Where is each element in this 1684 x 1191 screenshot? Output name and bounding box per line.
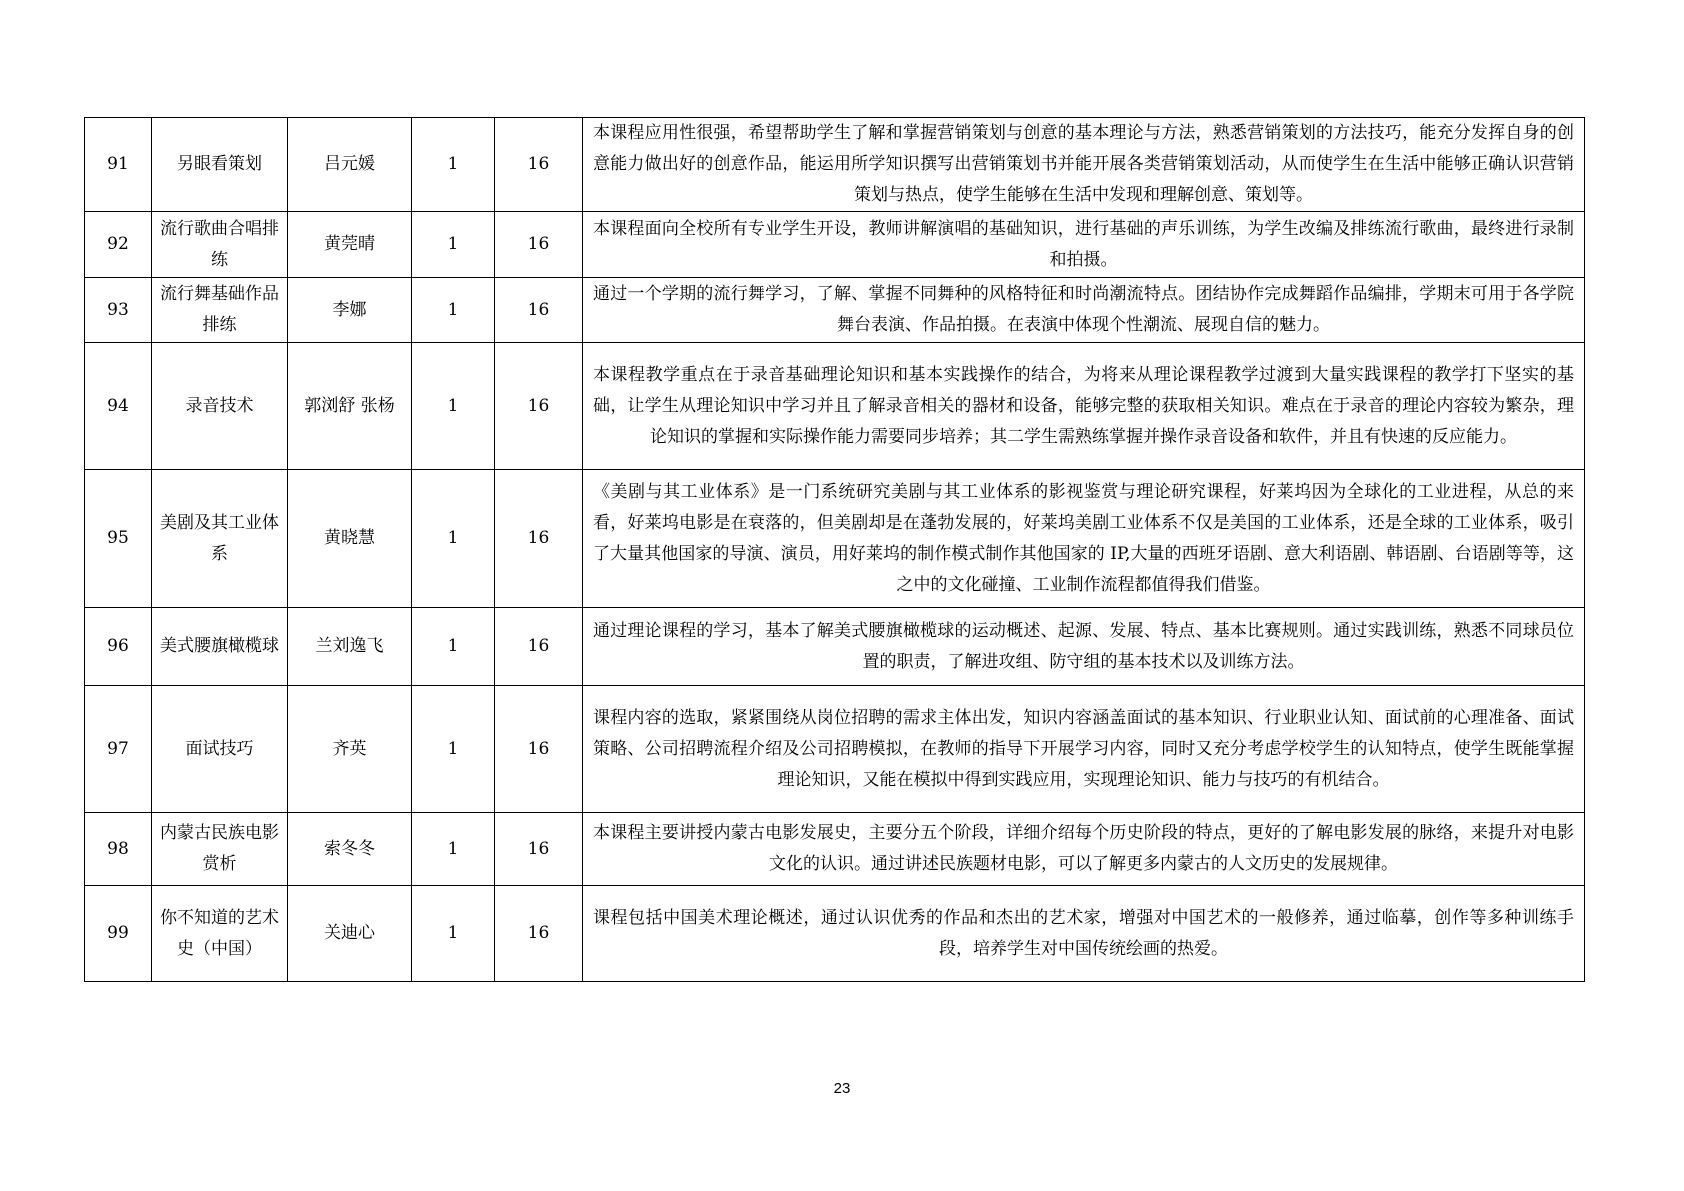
course-name: 录音技术	[152, 343, 288, 470]
course-description: 本课程教学重点在于录音基础理论知识和基本实践操作的结合，为将来从理论课程教学过渡到大量实践课程的教学打下坚实的基础，让学生从理论知识中学习并且了解录音相关的器材和设备，能够完整的获取相关知识。难点在于录音的理论内容较为繁杂，理论知识的掌握和实际操作能力需要同步培养；其二学生需熟练掌握并操作录音设备和软件，并且有快速的反应能力。	[583, 343, 1585, 470]
course-hours: 16	[495, 278, 583, 343]
course-hours: 16	[495, 813, 583, 886]
course-hours: 16	[495, 212, 583, 278]
course-number: 98	[85, 813, 152, 886]
course-hours: 16	[495, 686, 583, 813]
course-teacher: 齐英	[288, 686, 412, 813]
course-teacher: 李娜	[288, 278, 412, 343]
table-row	[85, 686, 1585, 813]
course-description: 本课程应用性很强，希望帮助学生了解和掌握营销策划与创意的基本理论与方法，熟悉营销策划的方法技巧，能充分发挥自身的创意能力做出好的创意作品，能运用所学知识撰写出营销策划书并能开展各类营销策划活动，从而使学生在生活中能够正确认识营销策划与热点，使学生能够在生活中发现和理解创意、策划等。	[583, 118, 1585, 212]
course-description: 课程包括中国美术理论概述，通过认识优秀的作品和杰出的艺术家，增强对中国艺术的一般修养，通过临摹，创作等多种训练手段，培养学生对中国传统绘画的热爱。	[583, 886, 1585, 982]
course-credit: 1	[412, 470, 495, 608]
course-table	[84, 117, 1585, 982]
course-hours: 16	[495, 886, 583, 982]
table-row	[85, 212, 1585, 278]
course-teacher: 黄莞晴	[288, 212, 412, 278]
course-number: 91	[85, 118, 152, 212]
table-row	[85, 886, 1585, 982]
course-hours: 16	[495, 118, 583, 212]
course-number: 96	[85, 608, 152, 686]
course-hours: 16	[495, 470, 583, 608]
course-number: 94	[85, 343, 152, 470]
course-number: 99	[85, 886, 152, 982]
course-credit: 1	[412, 278, 495, 343]
course-name: 美剧及其工业体系	[152, 470, 288, 608]
table-row	[85, 118, 1585, 212]
course-credit: 1	[412, 212, 495, 278]
course-credit: 1	[412, 343, 495, 470]
course-name: 面试技巧	[152, 686, 288, 813]
course-name: 内蒙古民族电影赏析	[152, 813, 288, 886]
course-name: 流行舞基础作品排练	[152, 278, 288, 343]
course-description: 《美剧与其工业体系》是一门系统研究美剧与其工业体系的影视鉴赏与理论研究课程，好莱坞因为全球化的工业进程，从总的来看，好莱坞电影是在衰落的，但美剧却是在蓬勃发展的，好莱坞美剧工业体系不仅是美国的工业体系，还是全球的工业体系，吸引了大量其他国家的导演、演员，用好莱坞的制作模式制作其他国家的 IP,大量的西班牙语剧、意大利语剧、韩语剧、台语剧等等，这之中的文化碰撞、工业制作流程都值得我们借鉴。	[583, 470, 1585, 608]
course-credit: 1	[412, 686, 495, 813]
page-number: 23	[833, 1080, 851, 1097]
course-description: 通过理论课程的学习，基本了解美式腰旗橄榄球的运动概述、起源、发展、特点、基本比赛规则。通过实践训练，熟悉不同球员位置的职责，了解进攻组、防守组的基本技术以及训练方法。	[583, 608, 1585, 686]
course-description: 本课程面向全校所有专业学生开设，教师讲解演唱的基础知识，进行基础的声乐训练，为学生改编及排练流行歌曲，最终进行录制和拍摄。	[583, 212, 1585, 278]
course-teacher: 索冬冬	[288, 813, 412, 886]
course-number: 95	[85, 470, 152, 608]
course-credit: 1	[412, 886, 495, 982]
course-teacher: 兰刘逸飞	[288, 608, 412, 686]
course-number: 97	[85, 686, 152, 813]
course-teacher: 黄晓慧	[288, 470, 412, 608]
course-description: 本课程主要讲授内蒙古电影发展史，主要分五个阶段，详细介绍每个历史阶段的特点，更好的了解电影发展的脉络，来提升对电影文化的认识。通过讲述民族题材电影，可以了解更多内蒙古的人文历史的发展规律。	[583, 813, 1585, 886]
table-row	[85, 608, 1585, 686]
table-row	[85, 343, 1585, 470]
course-number: 93	[85, 278, 152, 343]
table-row	[85, 470, 1585, 608]
course-description: 课程内容的选取，紧紧围绕从岗位招聘的需求主体出发，知识内容涵盖面试的基本知识、行业职业认知、面试前的心理准备、面试策略、公司招聘流程介绍及公司招聘模拟，在教师的指导下开展学习内容，同时又充分考虑学校学生的认知特点，使学生既能掌握理论知识，又能在模拟中得到实践应用，实现理论知识、能力与技巧的有机结合。	[583, 686, 1585, 813]
course-teacher: 郭浏舒 张杨	[288, 343, 412, 470]
course-number: 92	[85, 212, 152, 278]
course-description: 通过一个学期的流行舞学习，了解、掌握不同舞种的风格特征和时尚潮流特点。团结协作完成舞蹈作品编排，学期末可用于各学院舞台表演、作品拍摄。在表演中体现个性潮流、展现自信的魅力。	[583, 278, 1585, 343]
course-credit: 1	[412, 608, 495, 686]
course-teacher: 吕元媛	[288, 118, 412, 212]
course-name: 美式腰旗橄榄球	[152, 608, 288, 686]
course-credit: 1	[412, 813, 495, 886]
course-name: 另眼看策划	[152, 118, 288, 212]
course-credit: 1	[412, 118, 495, 212]
table-row	[85, 278, 1585, 343]
course-hours: 16	[495, 608, 583, 686]
course-name: 你不知道的艺术史（中国）	[152, 886, 288, 982]
table-row	[85, 813, 1585, 886]
course-name: 流行歌曲合唱排练	[152, 212, 288, 278]
course-teacher: 关迪心	[288, 886, 412, 982]
course-hours: 16	[495, 343, 583, 470]
